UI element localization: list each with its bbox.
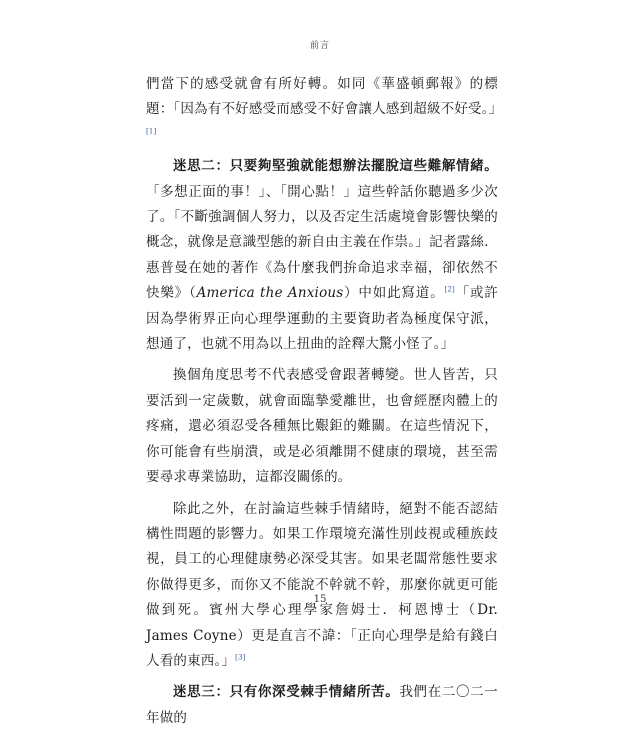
page-number: 15 — [313, 594, 327, 605]
text-span: 除此之外，在討論這些棘手情緒時，絕對不能否認結構性問題的影響力。如果工作環境充滿性別歧視或種族歧視，員工的心理健康勢必深受其害。如果老闆常態性要求你做得更多，而你又不能說不幹就不幹，那麼你就更可能做到死。賓州大學心理學家詹姆士．柯恩博士（Dr. James Coyne）更是直言不諱：「正向心理學是給有錢白人看的東西。」 — [146, 500, 498, 669]
footnote-ref-3[interactable]: [3] — [235, 653, 246, 662]
paragraph-5 — [146, 680, 498, 731]
myth-heading-3: 迷思三：只有你深受棘手情緒所苦。 — [173, 684, 400, 701]
footnote-ref-1[interactable]: [1] — [146, 127, 157, 136]
paragraph-1 — [146, 72, 503, 148]
text-span: 「或許因為學術界正向心理學運動的主要資助者為極度保守派，想通了，也就不用為以上扭曲的詮釋大驚小怪了。」 — [146, 285, 498, 353]
text-span: 我們在二〇二一年做的 — [146, 684, 499, 726]
paragraph-4 — [146, 497, 498, 675]
running-header: 前言 — [309, 41, 330, 51]
body-text — [146, 72, 503, 737]
myth-heading-2: 迷思二：只要夠堅強就能想辦法擺脫這些難解情緒。 — [173, 158, 498, 175]
text-span: 們當下的感受就會有所好轉。如同《華盛頓郵報》的標題：「因為有不好感受而感受不好會讓人感到超級不好受。」 — [146, 76, 503, 118]
footnote-ref-2[interactable]: [2] — [444, 285, 455, 294]
paragraph-2 — [146, 154, 498, 357]
book-title-english: America the Anxious — [196, 285, 344, 302]
text-span: ）中如此寫道。 — [343, 285, 445, 302]
text-span: 換個角度思考不代表感受會跟著轉變。世人皆苦，只要活到一定歲數，就會面臨摯愛離世，也會經歷肉體上的疼痛，還必須忍受各種無比艱鉅的難關。在這些情況下，你可能會有些崩潰，或是必須離開不健康的環境，甚至需要尋求專業協助，這都沒關係的。 — [146, 367, 498, 486]
text-span: 「多想正面的事！」、「開心點！」這些幹話你聽過多少次了。「不斷強調個人努力，以及否定生活處境會影響快樂的概念，就像是意識型態的新自由主義在作祟。」記者露絲．惠普曼在她的著作《為什麼我們拚命追求幸福，卻依然不快樂》（ — [146, 183, 498, 302]
paragraph-3 — [146, 363, 498, 490]
